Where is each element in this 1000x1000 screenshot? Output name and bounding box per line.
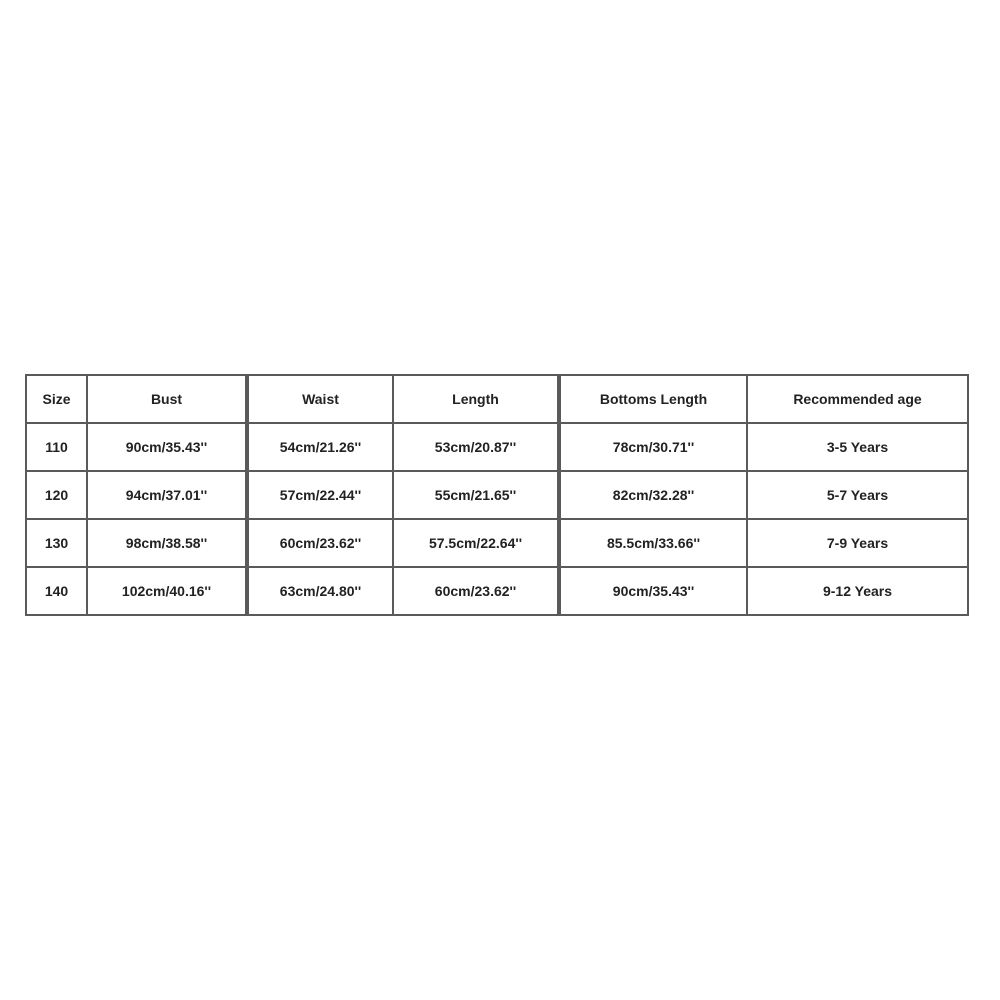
cell-length: 53cm/20.87'' [394, 424, 559, 472]
header-row [27, 376, 969, 424]
header-length: Length [394, 376, 559, 424]
cell-bust: 98cm/38.58'' [88, 520, 247, 568]
header-recommended-age: Recommended age [748, 376, 969, 424]
cell-bust: 90cm/35.43'' [88, 424, 247, 472]
cell-length: 57.5cm/22.64'' [394, 520, 559, 568]
cell-bust: 102cm/40.16'' [88, 568, 247, 616]
cell-bottoms-length: 85.5cm/33.66'' [559, 520, 748, 568]
cell-recommended-age: 3-5 Years [748, 424, 969, 472]
table-row [27, 520, 969, 568]
header-size: Size [27, 376, 88, 424]
cell-size: 140 [27, 568, 88, 616]
cell-length: 55cm/21.65'' [394, 472, 559, 520]
cell-waist: 54cm/21.26'' [247, 424, 394, 472]
cell-waist: 60cm/23.62'' [247, 520, 394, 568]
header-bust: Bust [88, 376, 247, 424]
cell-size: 110 [27, 424, 88, 472]
header-bottoms-length: Bottoms Length [559, 376, 748, 424]
cell-bottoms-length: 90cm/35.43'' [559, 568, 748, 616]
cell-recommended-age: 9-12 Years [748, 568, 969, 616]
cell-bottoms-length: 78cm/30.71'' [559, 424, 748, 472]
table-row [27, 472, 969, 520]
header-waist: Waist [247, 376, 394, 424]
cell-bust: 94cm/37.01'' [88, 472, 247, 520]
cell-size: 120 [27, 472, 88, 520]
cell-recommended-age: 7-9 Years [748, 520, 969, 568]
table-row [27, 568, 969, 616]
cell-length: 60cm/23.62'' [394, 568, 559, 616]
size-chart-table [25, 374, 969, 616]
cell-waist: 57cm/22.44'' [247, 472, 394, 520]
cell-size: 130 [27, 520, 88, 568]
table-row [27, 424, 969, 472]
cell-bottoms-length: 82cm/32.28'' [559, 472, 748, 520]
cell-recommended-age: 5-7 Years [748, 472, 969, 520]
cell-waist: 63cm/24.80'' [247, 568, 394, 616]
